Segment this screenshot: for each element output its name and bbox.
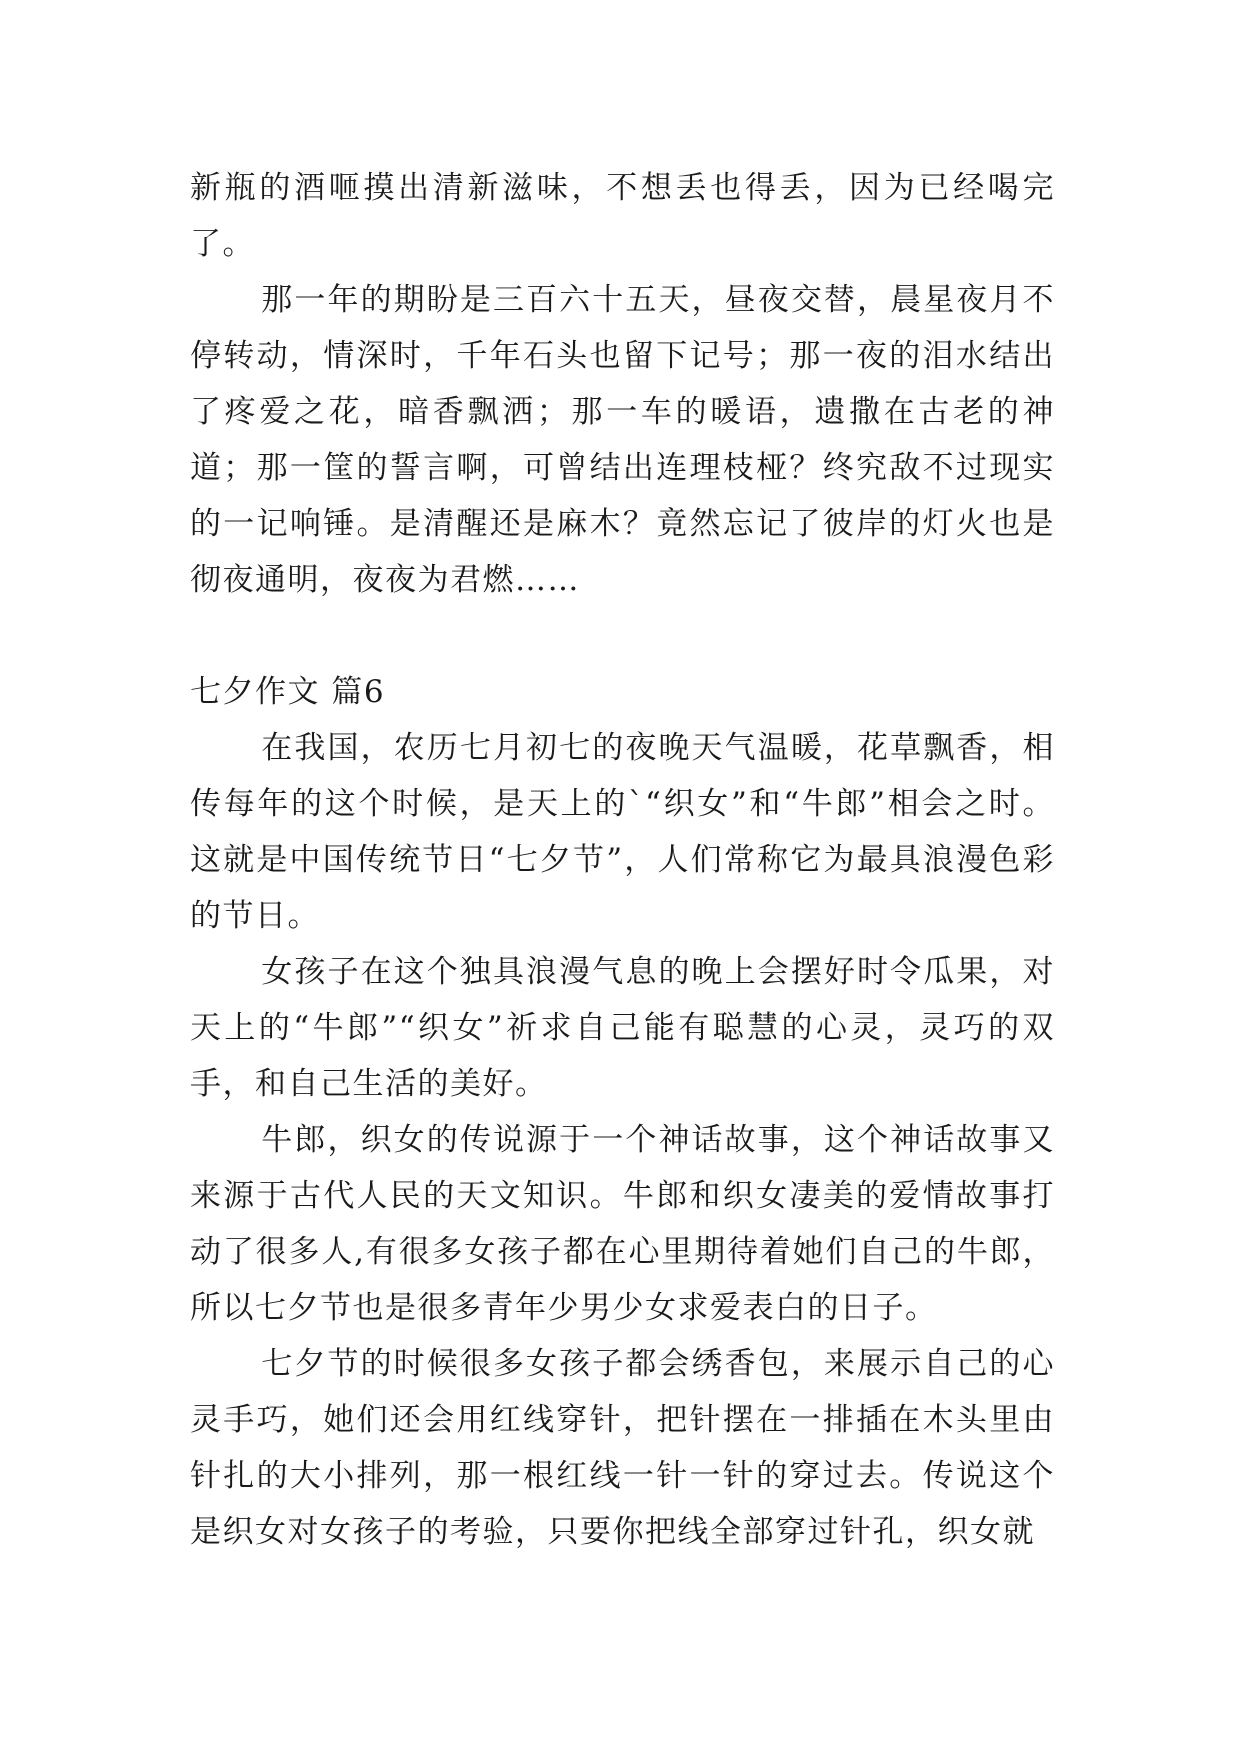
paragraph: 七夕节的时候很多女孩子都会绣香包，来展示自己的心灵手巧，她们还会用红线穿针，把针摆在一排插在木头里由针扎的大小排列，那一根红线一针一针的穿过去。传说这个是织女对女孩子的考验，只要你把线全部穿过针孔，织女就 bbox=[190, 1346, 1055, 1550]
paragraph: 牛郎，织女的传说源于一个神话故事，这个神话故事又来源于古代人民的天文知识。牛郎和织女凄美的爱情故事打动了很多人,有很多女孩子都在心里期待着她们自己的牛郎，所以七夕节也是很多青年少男少女求爱表白的日子。 bbox=[190, 1122, 1055, 1326]
paragraph-continuation: 新瓶的酒咂摸出清新滋味，不想丢也得丢，因为已经喝完了。 bbox=[190, 170, 1055, 262]
paragraph: 那一年的期盼是三百六十五天，昼夜交替，晨星夜月不停转动，情深时，千年石头也留下记号；那一夜的泪水结出了疼爱之花，暗香飘洒；那一车的暖语，遗撒在古老的神道；那一筐的誓言啊，可曾结出连理枝桠？终究敌不过现实的一记响锤。是清醒还是麻木？竟然忘记了彼岸的灯火也是彻夜通明，夜夜为君燃…… bbox=[190, 282, 1055, 598]
paragraph: 女孩子在这个独具浪漫气息的晚上会摆好时令瓜果，对天上的“牛郎”“织女”祈求自己能有聪慧的心灵，灵巧的双手，和自己生活的美好。 bbox=[190, 954, 1055, 1102]
section-heading: 七夕作文 篇6 bbox=[190, 674, 386, 710]
paragraph: 在我国，农历七月初七的夜晚天气温暖，花草飘香，相传每年的这个时候，是天上的`“织女”和“牛郎”相会之时。这就是中国传统节日“七夕节”，人们常称它为最具浪漫色彩的节日。 bbox=[190, 730, 1055, 934]
document-body bbox=[190, 160, 1055, 1560]
